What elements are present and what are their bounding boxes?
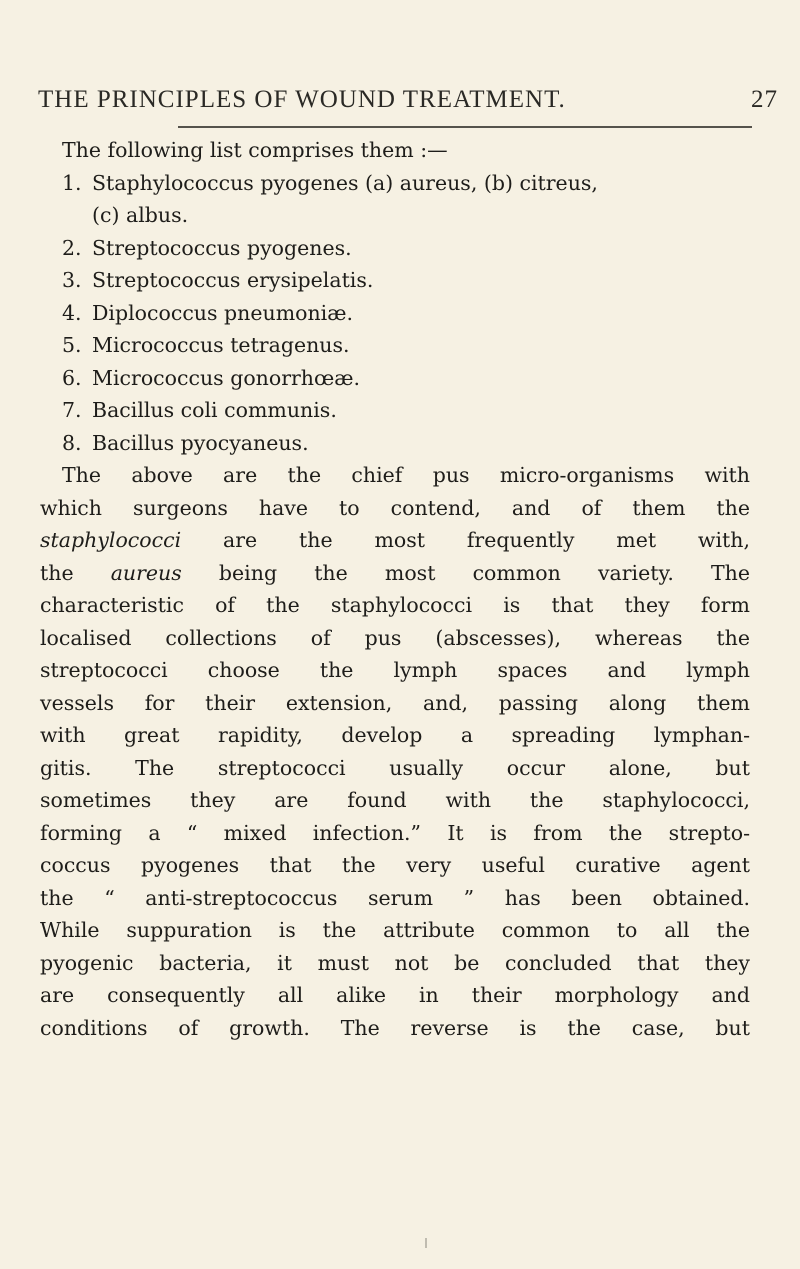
- list-item: [40, 167, 750, 200]
- list-text: Streptococcus pyogenes.: [92, 235, 352, 260]
- paragraph-line: which surgeons have to contend, and of them the: [40, 495, 750, 520]
- list-text: Diplococcus pneumoniæ.: [92, 300, 354, 325]
- list-item: [40, 297, 750, 330]
- paragraph-line: localised collections of pus (abscesses), whereas the: [40, 625, 750, 650]
- organism-list: [40, 167, 750, 460]
- paragraph-line: coccus pyogenes that the very useful curative agent: [40, 853, 750, 877]
- list-text: Micrococcus gonorrhœæ.: [92, 365, 361, 390]
- paragraph-line: the aureus being the most common variety. The: [40, 560, 750, 585]
- list-number: 2.: [62, 235, 82, 260]
- paragraph-line: gitis. The streptococci usually occur alone, but: [40, 755, 750, 780]
- list-number: 8.: [62, 430, 82, 455]
- list-text: Streptococcus erysipelatis.: [92, 268, 374, 292]
- paragraph-line: While suppuration is the attribute common to all the: [40, 918, 750, 942]
- paragraph-line: pyogenic bacteria, it must not be concluded that they: [40, 950, 750, 975]
- running-head-title: THE PRINCIPLES OF WOUND TREATMENT.: [38, 86, 566, 113]
- list-number: 4.: [62, 300, 82, 325]
- page-speck: [425, 1238, 427, 1248]
- list-number: 7.: [62, 398, 82, 422]
- list-number: 5.: [62, 333, 82, 357]
- page-number: 27: [751, 86, 778, 113]
- paragraph-line: forming a “ mixed infection.” It is from the strepto-: [40, 820, 750, 845]
- list-text: Bacillus pyocyaneus.: [92, 430, 309, 455]
- paragraph-line: with great rapidity, develop a spreading lymphan-: [40, 723, 750, 747]
- paragraph-line: the “ anti-streptococcus serum ” has been obtained.: [40, 885, 750, 910]
- list-text: [92, 167, 598, 200]
- list-text-line: Staphylococcus pyogenes (a) aureus, (b) citreus,: [92, 170, 598, 195]
- body-paragraph: [40, 459, 750, 1044]
- list-number: 1.: [62, 170, 82, 195]
- running-head: [38, 86, 778, 114]
- paragraph-line: conditions of growth. The reverse is the case, but: [40, 1015, 750, 1040]
- italic-term: staphylococci: [40, 528, 182, 552]
- paragraph-line: streptococci choose the lymph spaces and lymph: [40, 658, 750, 682]
- paragraph-line: sometimes they are found with the staphylococci,: [40, 788, 750, 812]
- header-rule: [178, 126, 752, 128]
- list-text: Bacillus coli communis.: [92, 398, 337, 422]
- list-text: Micrococcus tetragenus.: [92, 333, 350, 357]
- list-item: [40, 427, 750, 460]
- list-number: 6.: [62, 365, 82, 390]
- paragraph-line: vessels for their extension, and, passing along them: [40, 690, 750, 715]
- list-text-continuation: (c) albus.: [92, 203, 189, 227]
- text-block: [40, 134, 750, 1044]
- italic-term: aureus: [110, 560, 182, 585]
- list-item: [40, 232, 750, 265]
- list-intro: The following list comprises them :—: [62, 138, 448, 162]
- paragraph-line: staphylococci are the most frequently met with,: [40, 528, 750, 552]
- list-item: [40, 394, 750, 427]
- list-item: [40, 264, 750, 297]
- list-item: [40, 362, 750, 395]
- list-item: [40, 329, 750, 362]
- list-item-continuation: [40, 199, 750, 232]
- paragraph-line: The above are the chief pus micro-organisms with: [62, 463, 750, 487]
- paragraph-line: are consequently all alike in their morphology and: [40, 983, 750, 1007]
- list-number: 3.: [62, 268, 82, 292]
- paragraph-line: characteristic of the staphylococci is that they form: [40, 593, 750, 617]
